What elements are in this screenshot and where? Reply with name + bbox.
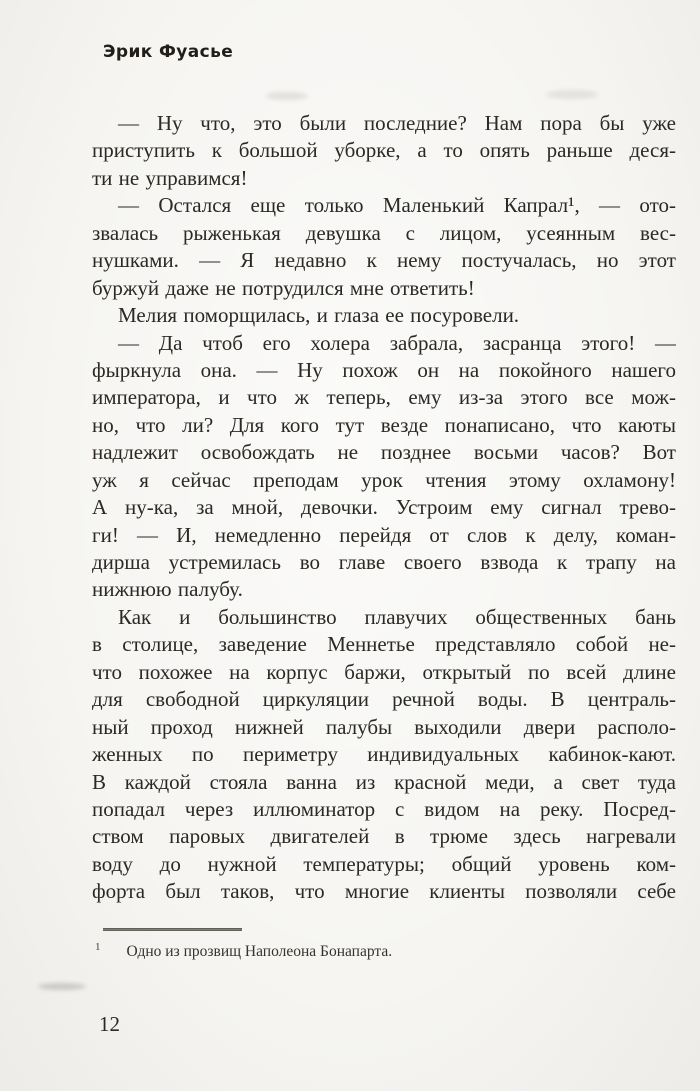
text-line: фыркнула она. — Ну похож он на покойного нашего <box>92 357 676 382</box>
paragraph <box>92 604 676 906</box>
scan-smudge <box>266 92 308 100</box>
footnote-divider <box>103 928 242 931</box>
footnote-marker: 1 <box>95 941 101 953</box>
paragraph <box>92 302 676 329</box>
text-line: императора, и что ж теперь, ему из-за этого все мож- <box>92 385 676 410</box>
text-line: дирша устремилась во главе своего взвода к трапу на <box>92 550 676 574</box>
text-line: нушками. — Я недавно к нему постучалась, но этот <box>92 248 676 273</box>
text-line: ством паровых двигателей в трюме здесь нагревали <box>92 824 676 849</box>
text-line: ги! — И, немедленно перейдя от слов к делу, коман- <box>92 522 676 547</box>
body-text <box>92 110 676 906</box>
text-line: надлежит освобождать не позднее восьми часов? Вот <box>92 440 676 465</box>
text-line: но, что ли? Для кого тут везде понаписано, что каюты <box>92 412 676 437</box>
text-line: в столице, заведение Меннетье представляло собой не- <box>92 632 676 657</box>
text-line: — Ну что, это были последние? Нам пора бы уже <box>118 111 676 135</box>
running-header: Эрик Фуасье <box>103 42 234 62</box>
text-line: ти не управимся! <box>92 165 248 190</box>
text-line: звалась рыженькая девушка с лицом, усеянным вес- <box>92 220 676 245</box>
text-line: — Да чтоб его холера забрала, засранца этого! — <box>118 330 676 355</box>
text-line: нижнюю палубу. <box>92 577 243 602</box>
text-line: уж я сейчас преподам урок чтения этому охламону! <box>92 467 676 492</box>
text-line: попадал через иллюминатор с видом на реку. Посред- <box>92 796 676 821</box>
text-line: Как и большинство плавучих общественных бань <box>118 604 676 629</box>
text-line: для свободной циркуляции речной воды. В централь- <box>92 687 676 712</box>
text-line: А ну-ка, за мной, девочки. Устроим ему сигнал трево- <box>92 495 676 520</box>
text-line: Мелия поморщилась, и глаза ее посуровели. <box>118 303 520 328</box>
text-line: приступить к большой уборке, а то опять раньше деся- <box>92 138 676 163</box>
paragraph <box>92 192 676 302</box>
text-line: что похожее на корпус баржи, открытый по всей длине <box>92 659 676 684</box>
text-line: — Остался еще только Маленький Капрал¹, — ото- <box>118 193 676 218</box>
text-line: женных по периметру индивидуальных кабинок-кают. <box>92 742 676 767</box>
footnote <box>95 937 655 962</box>
footnote-text: Одно из прозвищ Наполеона Бонапарта. <box>126 943 393 960</box>
paragraph <box>92 330 676 604</box>
paragraph <box>92 110 676 192</box>
scan-smudge <box>546 90 598 99</box>
text-line: воду до нужной температуры; общий уровень ком- <box>92 851 676 876</box>
text-line: В каждой стояла ванна из красной меди, а свет туда <box>92 769 676 794</box>
text-line: буржуй даже не потрудился мне ответить! <box>92 275 475 300</box>
text-line: форта был таков, что многие клиенты позволяли себе <box>92 879 676 904</box>
scan-smudge <box>38 983 86 990</box>
text-line: ный проход нижней палубы выходили двери располо- <box>92 714 676 739</box>
page-number: 12 <box>99 1012 120 1036</box>
